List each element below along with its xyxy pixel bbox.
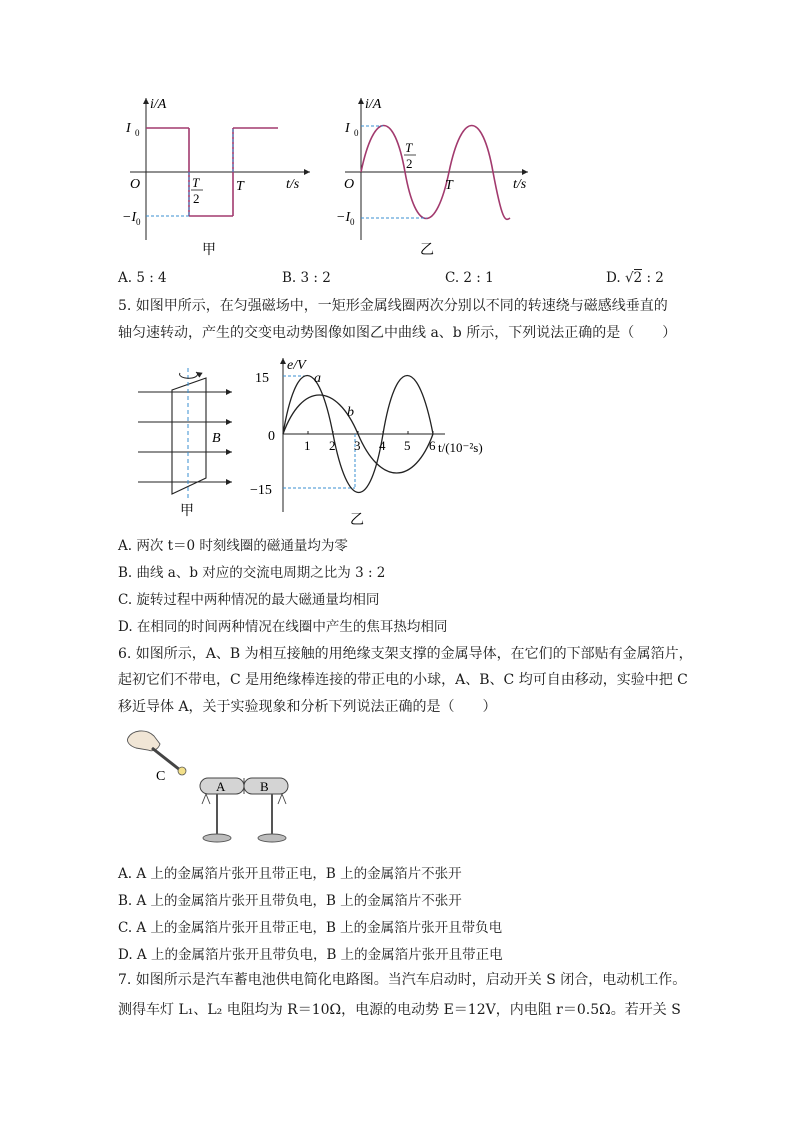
q5-option-a[interactable]: A. 两次 t＝0 时刻线圈的磁通量均为零	[118, 538, 348, 554]
label-15: 15	[255, 371, 269, 386]
axis-y-label: i/A	[365, 97, 382, 112]
label-neg-I0-sub: 0	[350, 217, 355, 227]
q5-option-d[interactable]: D. 在相同的时间两种情况在线圈中产生的焦耳热均相同	[118, 619, 448, 635]
q4-option-d[interactable]	[606, 270, 664, 286]
q6-option-b[interactable]: B. A 上的金属箔片张开且带负电，B 上的金属箔片不张开	[118, 893, 462, 909]
label-T: T	[236, 179, 244, 194]
figure-square-wave	[110, 90, 320, 265]
q6-stem-line2: 起初它们不带电，C 是用绝缘棒连接的带正电的小球，A、B、C 均可自由移动，实验中把 C	[118, 672, 688, 688]
q7-stem-line2: 测得车灯 L₁、L₂ 电阻均为 R＝10Ω，电源的电动势 E＝12V，内电阻 r＝0.5Ω。若开关 S	[118, 1002, 681, 1018]
t-axis-label: t/(10⁻²s)	[438, 440, 483, 455]
x-tick-label: 1	[304, 438, 311, 453]
q6-option-a[interactable]: A. A 上的金属箔片张开且带正电，B 上的金属箔片不张开	[118, 866, 462, 882]
figure-sine-wave	[330, 90, 540, 265]
caption-jia: 甲	[180, 504, 194, 519]
label-curve-a: a	[314, 371, 321, 386]
q4-option-c[interactable]: C. 2 : 1	[445, 270, 494, 286]
origin-label: O	[130, 177, 141, 192]
caption-yi: 乙	[350, 513, 364, 527]
q6-option-d[interactable]: D. A 上的金属箔片张开且带负电，B 上的金属箔片张开且带正电	[118, 947, 503, 963]
label-I0-sub: 0	[354, 128, 359, 138]
label-T-half-num: T	[192, 175, 200, 190]
x-tick-label: 4	[379, 438, 386, 453]
label-A: A	[216, 779, 226, 794]
label-C: C	[156, 769, 166, 784]
q5-stem-line2: 轴匀速转动，产生的交变电动势图像如图乙中曲线 a、b 所示，下列说法正确的是（ ）	[118, 325, 677, 341]
q4-option-d-radicand: 2	[633, 270, 643, 286]
label-zero: 0	[268, 429, 275, 444]
q6-stem-line3: 移近导体 A，关于实验现象和分析下列说法正确的是（ ）	[118, 699, 497, 715]
label-neg-I0: −I	[336, 210, 351, 225]
q4-option-a[interactable]: A. 5 : 4	[118, 270, 167, 286]
x-tick-label: 5	[404, 438, 411, 453]
label-B: B	[212, 431, 221, 446]
sqrt-icon: √	[624, 270, 634, 286]
q6-option-c[interactable]: C. A 上的金属箔片张开且带正电，B 上的金属箔片张开且带负电	[118, 920, 503, 936]
t-axis-label: t/s	[286, 177, 300, 192]
axis-y-label: i/A	[150, 97, 167, 112]
label-neg-I0: −I	[122, 210, 137, 225]
figure-emf-curves	[250, 352, 500, 527]
q5-option-b[interactable]: B. 曲线 a、b 对应的交流电周期之比为 3 : 2	[118, 565, 386, 581]
figure-coil-in-field	[132, 360, 247, 520]
label-neg-I0-sub: 0	[136, 217, 141, 227]
x-tick-label: 3	[354, 438, 361, 453]
label-B: B	[260, 779, 269, 794]
origin-label: O	[344, 177, 355, 192]
label-T-half-den: 2	[406, 156, 413, 171]
caption-yi: 乙	[420, 243, 434, 258]
label-neg-15: −15	[250, 483, 272, 498]
q4-option-d-prefix: D.	[606, 270, 625, 286]
hand-icon	[127, 731, 160, 751]
label-I0: I	[345, 121, 350, 136]
q5-option-c[interactable]: C. 旋转过程中两种情况的最大磁通量均相同	[118, 592, 380, 608]
q5-stem-line1: 5. 如图甲所示，在匀强磁场中，一矩形金属线圈两次分别以不同的转速绕与磁感线垂直的	[118, 298, 668, 314]
q7-stem-line1: 7. 如图所示是汽车蓄电池供电简化电路图。当汽车启动时，启动开关 S 闭合，电动机工作。	[118, 972, 687, 988]
caption-jia: 甲	[202, 243, 216, 258]
x-tick-label: 2	[329, 438, 336, 453]
label-I0: I	[126, 121, 131, 136]
label-curve-b: b	[347, 405, 354, 420]
label-I0-sub: 0	[135, 128, 140, 138]
label-T-half-den: 2	[193, 191, 200, 206]
t-axis-label: t/s	[513, 177, 527, 192]
q6-stem-line1: 6. 如图所示，A、B 为相互接触的用绝缘支架支撑的金属导体，在它们的下部贴有金属箔片，	[118, 646, 693, 662]
label-T-half-num: T	[405, 140, 413, 155]
figure-conductors	[122, 722, 302, 852]
label-T: T	[445, 178, 453, 193]
charged-ball-c	[178, 767, 186, 775]
q4-option-b[interactable]: B. 3 : 2	[282, 270, 331, 286]
x-tick-label: 6	[429, 438, 436, 453]
axis-e-label: e/V	[287, 358, 306, 373]
svg-text:i/A	[150, 97, 167, 112]
q4-option-d-suffix: : 2	[646, 270, 664, 286]
